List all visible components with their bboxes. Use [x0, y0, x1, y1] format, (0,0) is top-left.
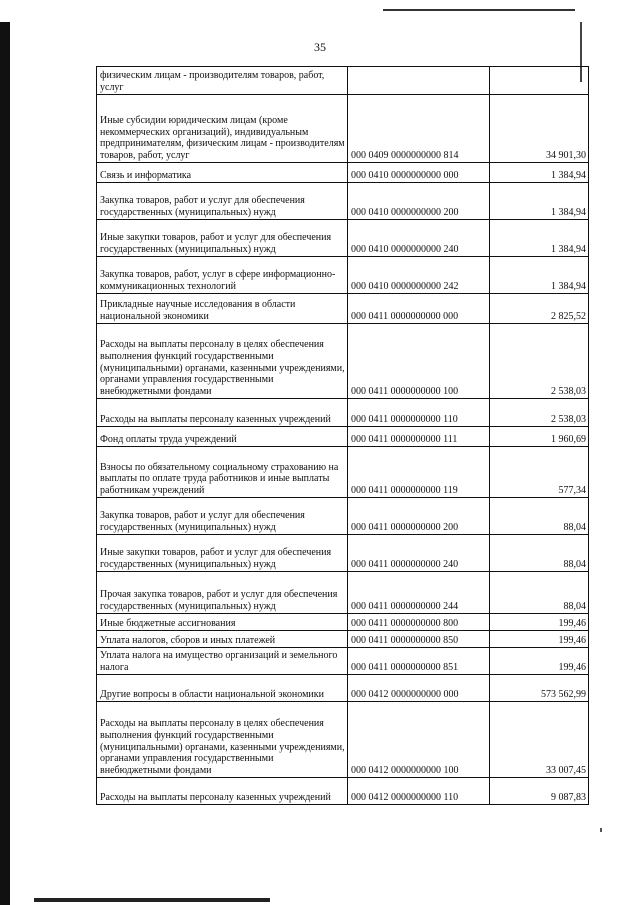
scan-line-top [383, 9, 575, 11]
table-row [97, 257, 589, 294]
table-row [97, 399, 589, 427]
row-amount: 88,04 [490, 498, 589, 535]
row-amount: 9 087,83 [490, 778, 589, 805]
row-amount: 88,04 [490, 535, 589, 572]
row-amount: 1 384,94 [490, 257, 589, 294]
row-amount: 34 901,30 [490, 95, 589, 163]
row-code: 000 0412 0000000000 000 [348, 675, 490, 702]
row-name: Прочая закупка товаров, работ и услуг для обеспечения государственных (муниципальных) нужд [97, 572, 348, 614]
table-row [97, 324, 589, 399]
row-code [348, 67, 490, 95]
row-name: Иные субсидии юридическим лицам (кроме некоммерческих организаций), индивидуальным предпринимателям, физическим лицам - производителям товаров, работ, услуг [97, 95, 348, 163]
row-name: Иные бюджетные ассигнования [97, 614, 348, 631]
table-row [97, 294, 589, 324]
row-code: 000 0410 0000000000 240 [348, 220, 490, 257]
row-name: Связь и информатика [97, 163, 348, 183]
table-row [97, 220, 589, 257]
row-code: 000 0411 0000000000 240 [348, 535, 490, 572]
row-amount: 1 960,69 [490, 427, 589, 447]
row-amount: 1 384,94 [490, 183, 589, 220]
table-row [97, 163, 589, 183]
row-name: Иные закупки товаров, работ и услуг для обеспечения государственных (муниципальных) нужд [97, 535, 348, 572]
table-row [97, 427, 589, 447]
row-amount: 33 007,45 [490, 702, 589, 778]
table-row [97, 648, 589, 675]
row-code: 000 0411 0000000000 851 [348, 648, 490, 675]
row-amount: 199,46 [490, 648, 589, 675]
row-code: 000 0410 0000000000 200 [348, 183, 490, 220]
row-amount: 2 825,52 [490, 294, 589, 324]
row-name: Иные закупки товаров, работ и услуг для обеспечения государственных (муниципальных) нужд [97, 220, 348, 257]
scan-dot [600, 828, 602, 832]
row-code: 000 0411 0000000000 000 [348, 294, 490, 324]
table-row [97, 183, 589, 220]
row-amount: 199,46 [490, 614, 589, 631]
row-amount: 2 538,03 [490, 324, 589, 399]
row-amount: 1 384,94 [490, 220, 589, 257]
row-name: физическим лицам - производителям товаров, работ, услуг [97, 67, 348, 95]
table-row [97, 572, 589, 614]
row-name: Закупка товаров, работ и услуг для обеспечения государственных (муниципальных) нужд [97, 183, 348, 220]
table-row [97, 67, 589, 95]
row-code: 000 0411 0000000000 244 [348, 572, 490, 614]
row-name: Уплата налога на имущество организаций и земельного налога [97, 648, 348, 675]
table-row [97, 95, 589, 163]
row-code: 000 0410 0000000000 242 [348, 257, 490, 294]
table-row [97, 702, 589, 778]
row-code: 000 0412 0000000000 100 [348, 702, 490, 778]
row-code: 000 0411 0000000000 119 [348, 447, 490, 498]
row-amount: 2 538,03 [490, 399, 589, 427]
row-name: Фонд оплаты труда учреждений [97, 427, 348, 447]
row-code: 000 0411 0000000000 111 [348, 427, 490, 447]
row-name: Закупка товаров, работ и услуг для обеспечения государственных (муниципальных) нужд [97, 498, 348, 535]
row-name: Расходы на выплаты персоналу казенных учреждений [97, 399, 348, 427]
table-row [97, 535, 589, 572]
row-code: 000 0411 0000000000 100 [348, 324, 490, 399]
row-name: Расходы на выплаты персоналу казенных учреждений [97, 778, 348, 805]
page-number: 35 [314, 40, 326, 54]
table-row [97, 675, 589, 702]
row-name: Расходы на выплаты персоналу в целях обеспечения выполнения функций государственными (муниципальными) органами, казенными учреждениями, органами управления государственными внебюджетными фондами [97, 702, 348, 778]
scan-edge-left [0, 22, 10, 905]
table-row [97, 778, 589, 805]
row-code: 000 0411 0000000000 850 [348, 631, 490, 648]
row-amount: 1 384,94 [490, 163, 589, 183]
row-code: 000 0412 0000000000 110 [348, 778, 490, 805]
row-name: Прикладные научные исследования в области национальной экономики [97, 294, 348, 324]
scan-line-bottom [34, 898, 270, 902]
row-name: Закупка товаров, работ, услуг в сфере информационно-коммуникационных технологий [97, 257, 348, 294]
row-name: Расходы на выплаты персоналу в целях обеспечения выполнения функций государственными (муниципальными) органами, казенными учреждениями, органами управления государственными внебюджетными фондами [97, 324, 348, 399]
row-code: 000 0409 0000000000 814 [348, 95, 490, 163]
row-name: Уплата налогов, сборов и иных платежей [97, 631, 348, 648]
row-code: 000 0411 0000000000 800 [348, 614, 490, 631]
row-amount: 88,04 [490, 572, 589, 614]
row-code: 000 0411 0000000000 110 [348, 399, 490, 427]
row-code: 000 0410 0000000000 000 [348, 163, 490, 183]
table-row [97, 498, 589, 535]
row-name: Другие вопросы в области национальной экономики [97, 675, 348, 702]
row-amount: 199,46 [490, 631, 589, 648]
row-amount: 577,34 [490, 447, 589, 498]
row-amount [490, 67, 589, 95]
row-amount: 573 562,99 [490, 675, 589, 702]
row-name: Взносы по обязательному социальному страхованию на выплаты по оплате труда работников и иные выплаты работникам учреждений [97, 447, 348, 498]
table-row [97, 614, 589, 631]
table-row [97, 631, 589, 648]
table-row [97, 447, 589, 498]
row-code: 000 0411 0000000000 200 [348, 498, 490, 535]
budget-table [96, 66, 589, 805]
